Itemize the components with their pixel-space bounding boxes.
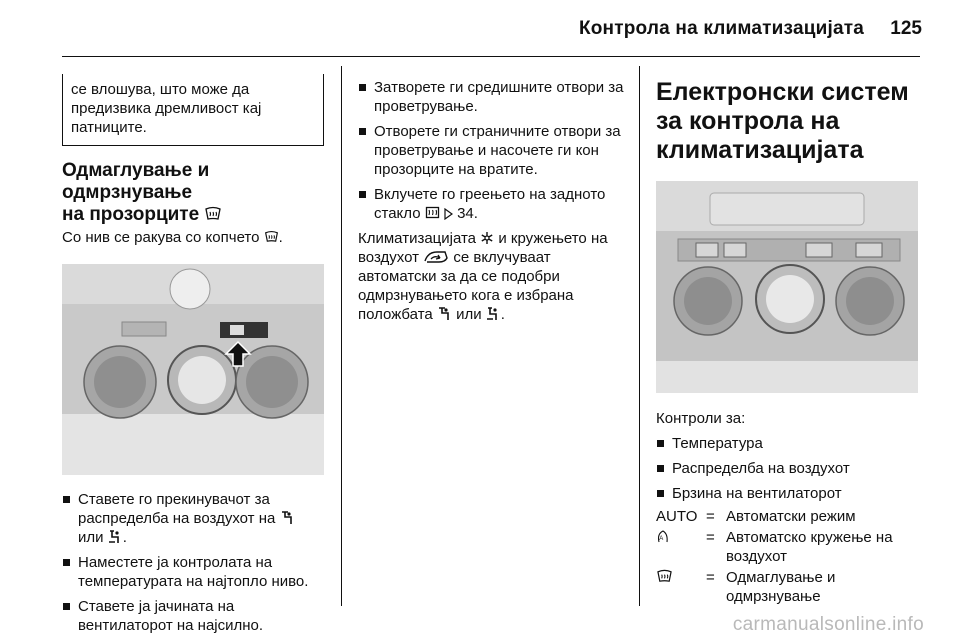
rear-window-heating-icon <box>425 206 440 220</box>
controls-list <box>656 434 920 503</box>
list-item: Затворете ги средишните отвори за проветрување. <box>358 78 628 116</box>
definition-key: AUTO <box>656 508 698 525</box>
list-item: Наместете ја контролата на температурата на најтопло ниво. <box>62 553 324 591</box>
windscreen-defrost-icon <box>656 569 673 584</box>
electronic-panel-illustration <box>656 181 918 393</box>
watermark: carmanualsonline.info <box>732 614 924 635</box>
list-item: Ставете го прекинувачот за распределба на воздухот на или . <box>62 490 324 547</box>
section-title-line1: Одмаглување и одмрзнување <box>62 160 210 203</box>
definition-row: = Одмаглување и одмрзнување <box>656 568 920 606</box>
note-text: се влошува, што може да предизвика дремливост кај патниците. <box>71 81 262 136</box>
list-item: Ставете ја јачината на вентилаторот на најсилно. <box>62 597 324 635</box>
page-reference-icon <box>444 208 453 220</box>
definition-value: Одмаглување и одмрзнување <box>726 569 836 605</box>
list-item: Брзина на вентилаторот <box>656 484 920 503</box>
definition-row: A = Автоматско кружење на воздухот <box>656 528 920 566</box>
column-3 <box>656 78 920 608</box>
list-item: Распределба на воздухот <box>656 459 920 478</box>
page-number: 125 <box>890 18 922 39</box>
list-item: Отворете ги страничните отвори за проветрување и насочете ги кон прозорците на вратите. <box>358 122 628 179</box>
note-box <box>62 74 324 146</box>
definitions-list <box>656 507 920 606</box>
definition-value: Автоматски режим <box>726 508 856 525</box>
column-divider-1 <box>341 66 342 606</box>
air-distribution-footwell-windscreen-icon <box>108 530 123 544</box>
vent-steps-list <box>358 78 628 223</box>
definition-value: Автоматско кружење на воздухот <box>726 529 893 565</box>
auto-defrost-paragraph: Климатизацијата и кружењето на воздухот се вклучуваат автоматски за да се подобри одмрзнувањето кога е избрана положбата или . <box>358 230 608 323</box>
electronic-control-panel-photo <box>656 181 918 393</box>
auto-recirculation-icon <box>656 528 670 544</box>
air-conditioning-snowflake-icon <box>480 231 494 245</box>
air-distribution-windscreen-icon <box>280 511 295 525</box>
windscreen-defrost-icon <box>204 206 222 222</box>
list-item: Температура <box>656 434 920 453</box>
controls-intro: Контроли за: <box>656 410 746 427</box>
section-title-defog <box>62 160 324 226</box>
section-title-line2: на прозорците <box>62 204 200 225</box>
page-header-title: Контрола на климатизацијата <box>578 18 864 39</box>
air-distribution-windscreen-icon <box>437 307 452 321</box>
column-divider-2 <box>639 66 640 606</box>
list-item: Вклучете го греењето на задното стакло 34. <box>358 185 628 223</box>
section-text: Со нив се ракува со копчето . <box>62 229 283 246</box>
column-1 <box>62 74 324 641</box>
svg-text:A: A <box>659 536 664 542</box>
defog-steps-list <box>62 490 324 635</box>
column-2 <box>358 74 628 324</box>
manual-control-panel-photo <box>62 264 324 475</box>
windscreen-defrost-icon <box>264 230 279 244</box>
section-title-electronic-climate: Електронски систем за контрола на климатизацијата <box>656 78 909 164</box>
header-rule <box>62 56 920 57</box>
definition-row: AUTO = Автоматски режим <box>656 507 920 526</box>
air-distribution-footwell-windscreen-icon <box>486 307 501 321</box>
air-recirculation-icon <box>423 250 449 264</box>
control-panel-illustration <box>62 264 324 475</box>
